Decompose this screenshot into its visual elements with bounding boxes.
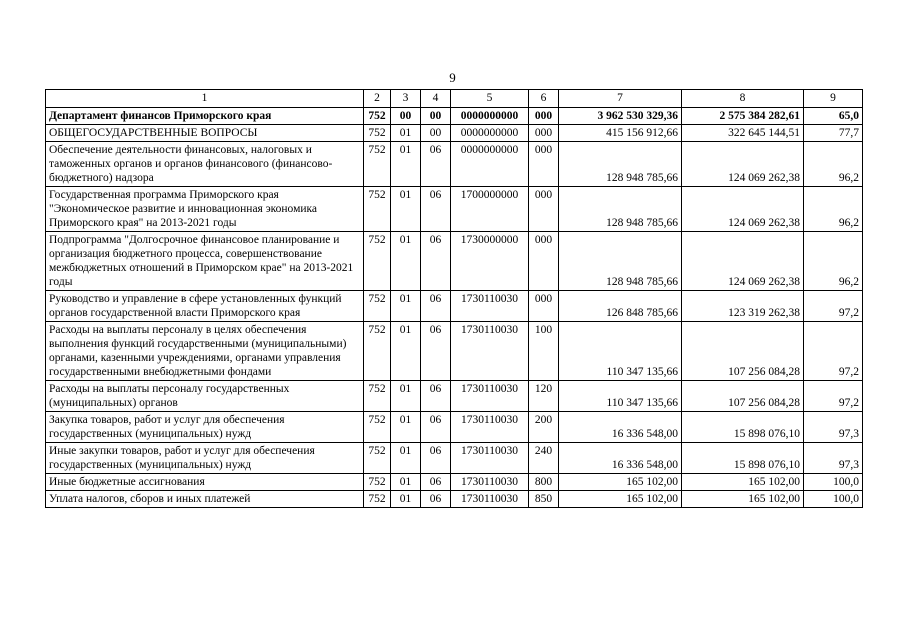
percent-cell: 96,2 (804, 232, 863, 291)
header-cell: 9 (804, 90, 863, 108)
percent-cell: 97,2 (804, 322, 863, 381)
executed-amount-cell: 107 256 084,28 (682, 381, 804, 412)
header-cell: 2 (364, 90, 391, 108)
admin-code-cell: 752 (364, 291, 391, 322)
expense-type-cell: 000 (529, 108, 559, 125)
subsection-cell: 06 (421, 412, 451, 443)
table-row (46, 187, 863, 232)
admin-code-cell: 752 (364, 474, 391, 491)
table-row (46, 125, 863, 142)
section-cell: 01 (391, 125, 421, 142)
target-article-cell: 1730110030 (451, 291, 529, 322)
target-article-cell: 1730110030 (451, 322, 529, 381)
row-name-cell: Закупка товаров, работ и услуг для обеспечения государственных (муниципальных) нужд (46, 412, 364, 443)
planned-amount-cell: 128 948 785,66 (559, 232, 682, 291)
executed-amount-cell: 123 319 262,38 (682, 291, 804, 322)
admin-code-cell: 752 (364, 142, 391, 187)
header-cell: 4 (421, 90, 451, 108)
planned-amount-cell: 16 336 548,00 (559, 412, 682, 443)
table-row (46, 232, 863, 291)
executed-amount-cell: 15 898 076,10 (682, 412, 804, 443)
row-name-cell: Департамент финансов Приморского края (46, 108, 364, 125)
executed-amount-cell: 124 069 262,38 (682, 142, 804, 187)
admin-code-cell: 752 (364, 187, 391, 232)
percent-cell: 100,0 (804, 474, 863, 491)
row-name-cell: Руководство и управление в сфере установленных функций органов государственной власти Приморского края (46, 291, 364, 322)
target-article-cell: 1730000000 (451, 232, 529, 291)
percent-cell: 97,3 (804, 412, 863, 443)
planned-amount-cell: 110 347 135,66 (559, 381, 682, 412)
expense-type-cell: 850 (529, 491, 559, 508)
subsection-cell: 06 (421, 474, 451, 491)
table-row (46, 491, 863, 508)
target-article-cell: 0000000000 (451, 108, 529, 125)
percent-cell: 97,3 (804, 443, 863, 474)
expense-type-cell: 000 (529, 142, 559, 187)
expense-type-cell: 120 (529, 381, 559, 412)
section-cell: 01 (391, 491, 421, 508)
target-article-cell: 1700000000 (451, 187, 529, 232)
header-cell: 1 (46, 90, 364, 108)
expense-type-cell: 100 (529, 322, 559, 381)
section-cell: 01 (391, 474, 421, 491)
page-number: 9 (449, 70, 456, 85)
expense-type-cell: 000 (529, 125, 559, 142)
percent-cell: 100,0 (804, 491, 863, 508)
expense-type-cell: 000 (529, 232, 559, 291)
section-cell: 01 (391, 291, 421, 322)
subsection-cell: 06 (421, 322, 451, 381)
executed-amount-cell: 165 102,00 (682, 491, 804, 508)
section-cell: 01 (391, 443, 421, 474)
admin-code-cell: 752 (364, 125, 391, 142)
section-cell: 01 (391, 412, 421, 443)
row-name-cell: ОБЩЕГОСУДАРСТВЕННЫЕ ВОПРОСЫ (46, 125, 364, 142)
expense-type-cell: 000 (529, 187, 559, 232)
row-name-cell: Иные закупки товаров, работ и услуг для обеспечения государственных (муниципальных) нужд (46, 443, 364, 474)
table-row (46, 412, 863, 443)
row-name-cell: Иные бюджетные ассигнования (46, 474, 364, 491)
table-row (46, 291, 863, 322)
section-cell: 00 (391, 108, 421, 125)
target-article-cell: 1730110030 (451, 381, 529, 412)
budget-table (45, 89, 863, 508)
subsection-cell: 06 (421, 491, 451, 508)
header-cell: 5 (451, 90, 529, 108)
planned-amount-cell: 128 948 785,66 (559, 142, 682, 187)
executed-amount-cell: 2 575 384 282,61 (682, 108, 804, 125)
expense-type-cell: 800 (529, 474, 559, 491)
table-row (46, 322, 863, 381)
row-name-cell: Обеспечение деятельности финансовых, налоговых и таможенных органов и органов финансового (финансово-бюджетного) надзора (46, 142, 364, 187)
table-row (46, 381, 863, 412)
executed-amount-cell: 107 256 084,28 (682, 322, 804, 381)
subsection-cell: 06 (421, 142, 451, 187)
row-name-cell: Государственная программа Приморского края "Экономическое развитие и инновационная экономика Приморского края" на 2013-2021 годы (46, 187, 364, 232)
table-row (46, 443, 863, 474)
admin-code-cell: 752 (364, 491, 391, 508)
planned-amount-cell: 165 102,00 (559, 474, 682, 491)
admin-code-cell: 752 (364, 108, 391, 125)
subsection-cell: 00 (421, 125, 451, 142)
percent-cell: 97,2 (804, 381, 863, 412)
executed-amount-cell: 165 102,00 (682, 474, 804, 491)
expense-type-cell: 200 (529, 412, 559, 443)
target-article-cell: 0000000000 (451, 142, 529, 187)
row-name-cell: Расходы на выплаты персоналу в целях обеспечения выполнения функций государственными (муниципальными) органами, казенными учреждениями, органами управления государственными внебюджетными фондами (46, 322, 364, 381)
planned-amount-cell: 3 962 530 329,36 (559, 108, 682, 125)
header-cell: 8 (682, 90, 804, 108)
header-cell: 3 (391, 90, 421, 108)
admin-code-cell: 752 (364, 443, 391, 474)
header-cell: 7 (559, 90, 682, 108)
section-cell: 01 (391, 381, 421, 412)
executed-amount-cell: 322 645 144,51 (682, 125, 804, 142)
target-article-cell: 0000000000 (451, 125, 529, 142)
executed-amount-cell: 124 069 262,38 (682, 187, 804, 232)
planned-amount-cell: 110 347 135,66 (559, 322, 682, 381)
table-row (46, 142, 863, 187)
subsection-cell: 06 (421, 232, 451, 291)
row-name-cell: Уплата налогов, сборов и иных платежей (46, 491, 364, 508)
percent-cell: 77,7 (804, 125, 863, 142)
target-article-cell: 1730110030 (451, 491, 529, 508)
expense-type-cell: 240 (529, 443, 559, 474)
admin-code-cell: 752 (364, 381, 391, 412)
percent-cell: 96,2 (804, 142, 863, 187)
table-row (46, 108, 863, 125)
planned-amount-cell: 415 156 912,66 (559, 125, 682, 142)
subsection-cell: 06 (421, 381, 451, 412)
section-cell: 01 (391, 142, 421, 187)
target-article-cell: 1730110030 (451, 412, 529, 443)
planned-amount-cell: 16 336 548,00 (559, 443, 682, 474)
percent-cell: 97,2 (804, 291, 863, 322)
executed-amount-cell: 15 898 076,10 (682, 443, 804, 474)
planned-amount-cell: 128 948 785,66 (559, 187, 682, 232)
planned-amount-cell: 126 848 785,66 (559, 291, 682, 322)
percent-cell: 65,0 (804, 108, 863, 125)
table-row (46, 474, 863, 491)
section-cell: 01 (391, 322, 421, 381)
section-cell: 01 (391, 187, 421, 232)
header-cell: 6 (529, 90, 559, 108)
admin-code-cell: 752 (364, 412, 391, 443)
target-article-cell: 1730110030 (451, 443, 529, 474)
subsection-cell: 00 (421, 108, 451, 125)
row-name-cell: Подпрограмма "Долгосрочное финансовое планирование и организация бюджетного процесса, совершенствование межбюджетных отношений в Приморском крае" на 2013-2021 годы (46, 232, 364, 291)
subsection-cell: 06 (421, 291, 451, 322)
subsection-cell: 06 (421, 187, 451, 232)
row-name-cell: Расходы на выплаты персоналу государственных (муниципальных) органов (46, 381, 364, 412)
section-cell: 01 (391, 232, 421, 291)
target-article-cell: 1730110030 (451, 474, 529, 491)
header-row (46, 90, 863, 108)
expense-type-cell: 000 (529, 291, 559, 322)
subsection-cell: 06 (421, 443, 451, 474)
planned-amount-cell: 165 102,00 (559, 491, 682, 508)
admin-code-cell: 752 (364, 322, 391, 381)
percent-cell: 96,2 (804, 187, 863, 232)
admin-code-cell: 752 (364, 232, 391, 291)
executed-amount-cell: 124 069 262,38 (682, 232, 804, 291)
